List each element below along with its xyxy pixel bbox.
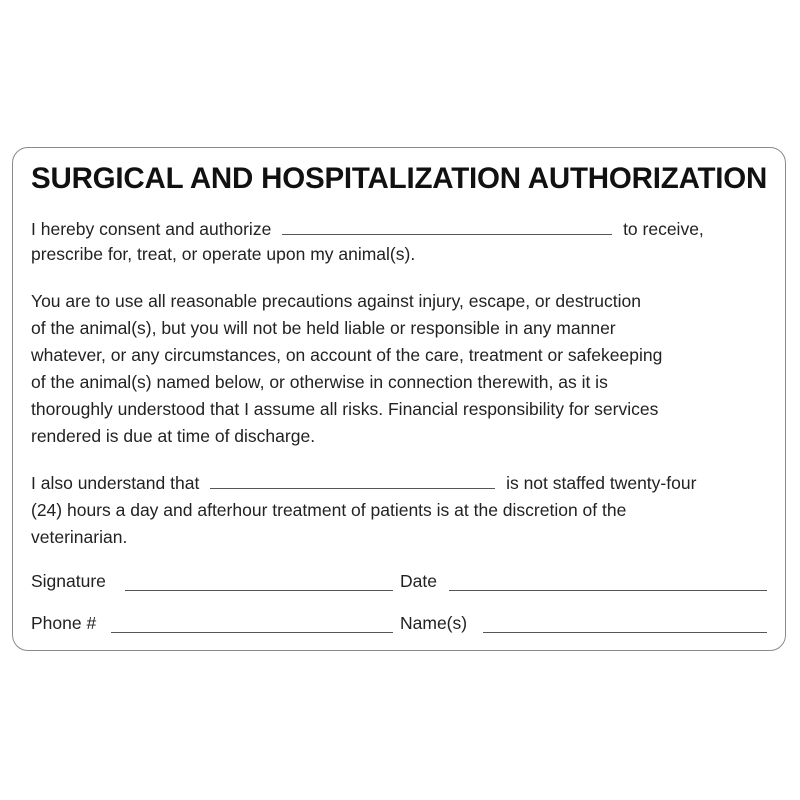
phone-label: Phone # — [31, 613, 97, 633]
staffing-line-2: (24) hours a day and afterhour treatment of patients is at the discretion of the — [31, 500, 627, 520]
consent-intro: I hereby consent and authorize — [31, 219, 272, 239]
form-title: SURGICAL AND HOSPITALIZATION AUTHORIZATION — [31, 162, 768, 195]
precautions-line-2: of the animal(s), but you will not be held liable or responsible in any manner — [31, 318, 616, 338]
staffing-line-1 — [31, 470, 696, 497]
staffing-line-3: veterinarian. — [31, 527, 128, 547]
precautions-line-1: You are to use all reasonable precautions against injury, escape, or destruction — [31, 291, 641, 311]
date-label: Date — [400, 571, 437, 591]
precautions-line-3: whatever, or any circumstances, on account of the care, treatment or safekeeping — [31, 345, 663, 365]
clinic-name-blank[interactable] — [210, 487, 495, 489]
phone-line[interactable] — [111, 632, 393, 633]
precautions-line-4: of the animal(s) named below, or otherwise in connection therewith, as it is — [31, 372, 608, 392]
staffing-intro: I also understand that — [31, 473, 200, 493]
authorized-party-blank[interactable] — [282, 233, 612, 235]
consent-line-2: prescribe for, treat, or operate upon my animal(s). — [31, 244, 416, 264]
names-label: Name(s) — [400, 613, 468, 633]
consent-line-1 — [31, 216, 704, 243]
names-line[interactable] — [483, 632, 767, 633]
consent-receive: to receive, — [623, 219, 704, 239]
authorization-label — [12, 147, 786, 651]
precautions-line-6: rendered is due at time of discharge. — [31, 426, 316, 446]
precautions-line-5: thoroughly understood that I assume all risks. Financial responsibility for services — [31, 399, 659, 419]
date-line[interactable] — [449, 590, 767, 591]
staffing-hours: is not staffed twenty-four — [506, 473, 697, 493]
signature-label: Signature — [31, 571, 106, 591]
signature-line[interactable] — [125, 590, 393, 591]
